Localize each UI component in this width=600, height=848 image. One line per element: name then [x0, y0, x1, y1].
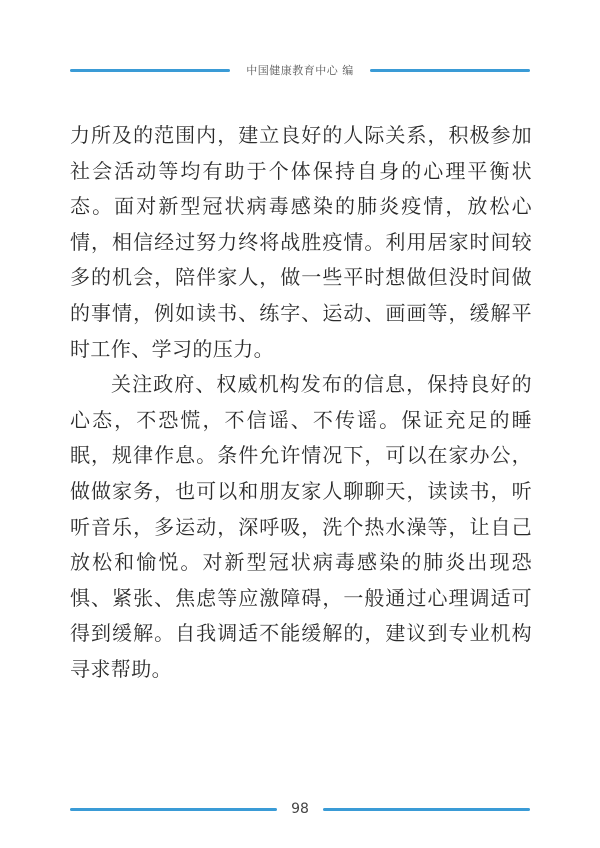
header-rule-right	[370, 69, 530, 72]
footer-rule-left	[70, 808, 277, 811]
header-rule-left	[70, 69, 230, 72]
paragraph-continued: 力所及的范围内，建立良好的人际关系，积极参加社会活动等均有助于个体保持自身的心理平衡状态。面对新型冠状病毒感染的肺炎疫情，放松心情，相信经过努力终将战胜疫情。利用居家时间较多的机会，陪伴家人，做一些平时想做但没时间做的事情，例如读书、练字、运动、画画等，缓解平时工作、学习的压力。	[70, 123, 532, 361]
page-header	[70, 60, 530, 80]
page-footer	[70, 798, 530, 820]
footer-rule-right	[323, 808, 530, 811]
paragraph: 关注政府、权威机构发布的信息，保持良好的心态，不恐慌，不信谣、不传谣。保证充足的睡眠，规律作息。条件允许情况下，可以在家办公，做做家务，也可以和朋友家人聊聊天，读读书，听听音乐，多运动，深呼吸，洗个热水澡等，让自己放松和愉悦。对新型冠状病毒感染的肺炎出现恐惧、紧张、焦虑等应激障碍，一般通过心理调适可得到缓解。自我调适不能缓解的，建议到专业机构寻求帮助。	[70, 372, 532, 681]
page-number: 98	[291, 801, 309, 817]
header-title: 中国健康教育中心 编	[246, 64, 354, 77]
page-body	[70, 118, 532, 688]
